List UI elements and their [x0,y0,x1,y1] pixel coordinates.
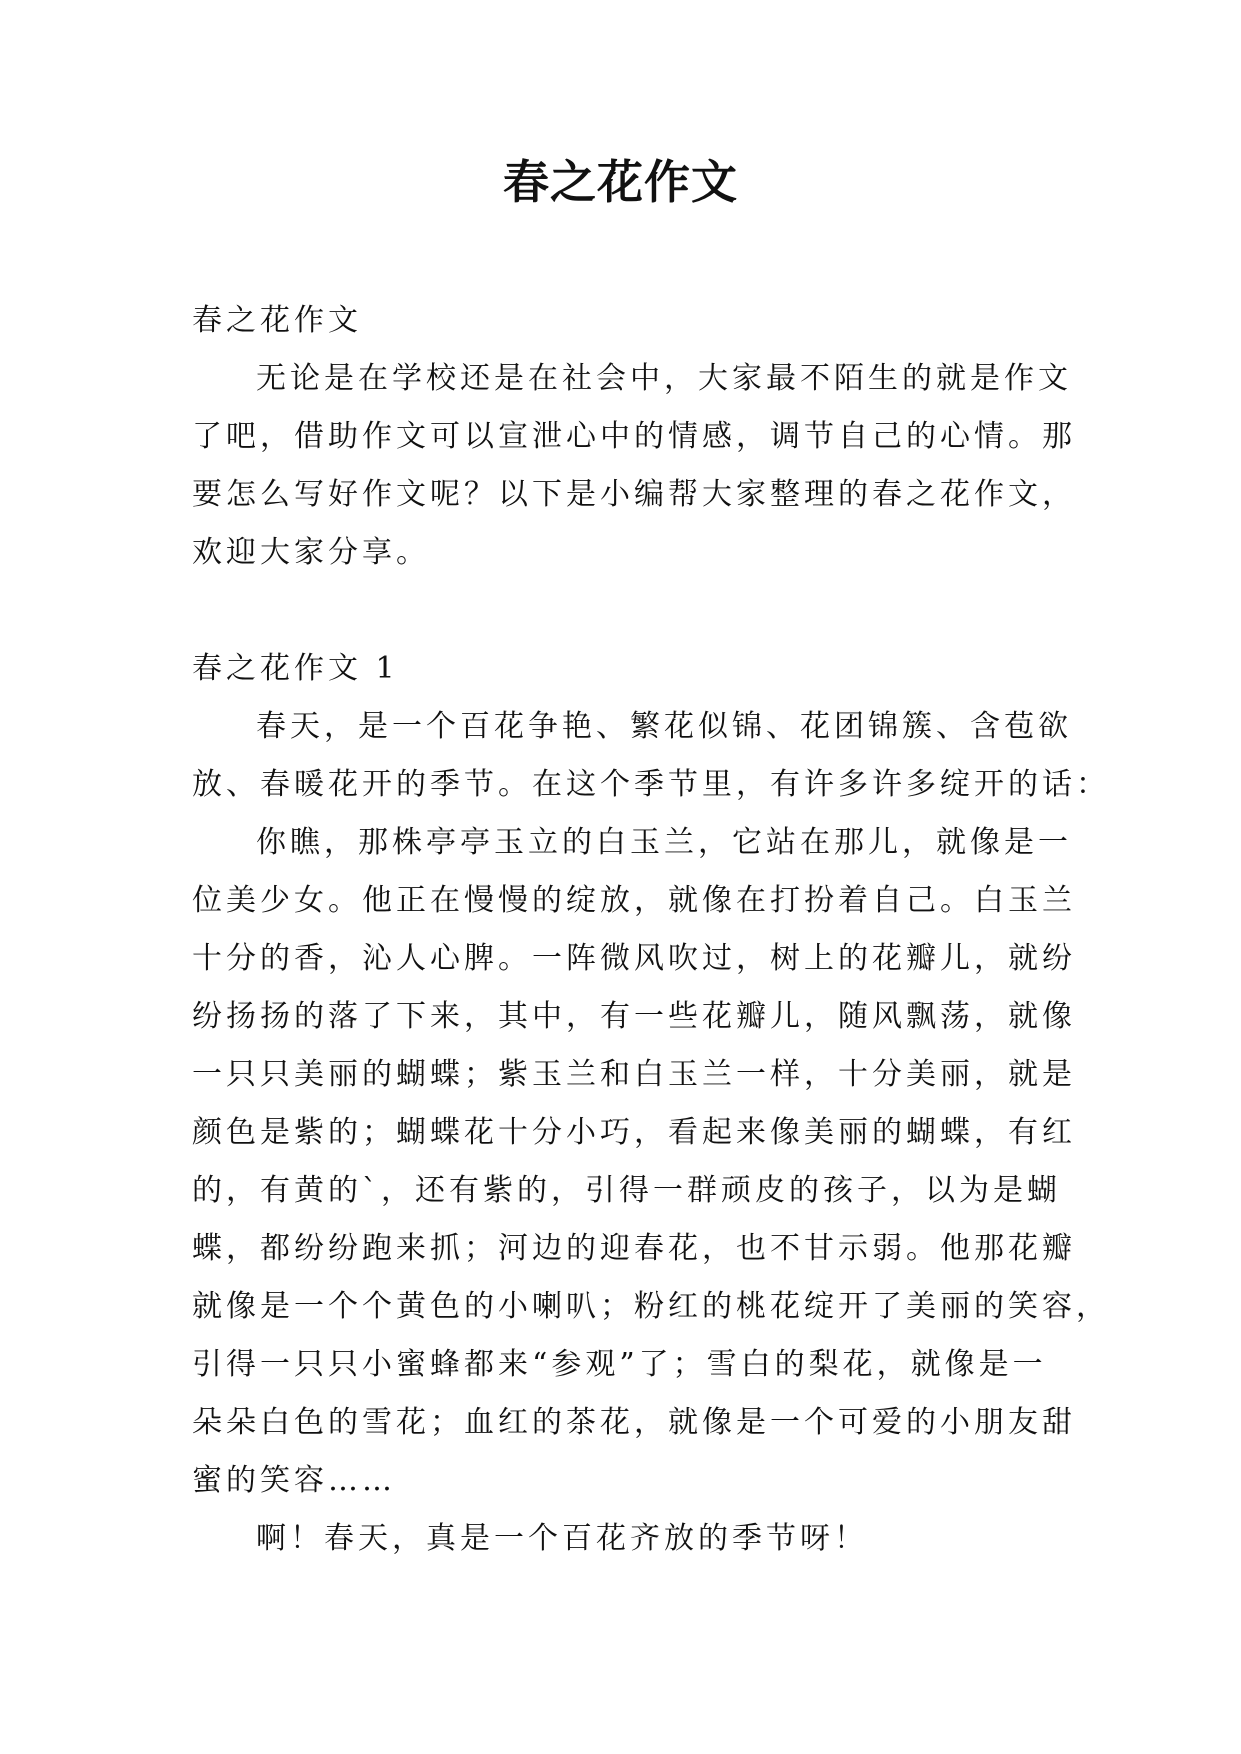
para2-line-12: 蜜的笑容…… [192,1463,396,1498]
para2-line-4: 纷扬扬的落了下来，其中，有一些花瓣儿，随风飘荡，就像 [192,999,1076,1034]
intro-line-2: 了吧，借助作文可以宣泄心中的情感，调节自己的心情。那 [192,419,1076,454]
para1-line-1: 春天，是一个百花争艳、繁花似锦、花团锦簇、含苞欲 [256,709,1072,744]
essay-section-1 [192,640,1110,1568]
para2-line-3: 十分的香，沁人心脾。一阵微风吹过，树上的花瓣儿，就纷 [192,941,1076,976]
para2-line-1: 你瞧，那株亭亭玉立的白玉兰，它站在那儿，就像是一 [256,825,1072,860]
para2-line-8: 蝶，都纷纷跑来抓；河边的迎春花，也不甘示弱。他那花瓣 [192,1231,1076,1266]
intro-line-1: 无论是在学校还是在社会中，大家最不陌生的就是作文 [256,361,1072,396]
para2-line-6: 颜色是紫的；蝴蝶花十分小巧，看起来像美丽的蝴蝶，有红 [192,1115,1076,1150]
para2-line-2: 位美少女。他正在慢慢的绽放，就像在打扮着自己。白玉兰 [192,883,1076,918]
para1-line-2: 放、春暖花开的季节。在这个季节里，有许多许多绽开的话： [192,767,1110,802]
intro-line-4: 欢迎大家分享。 [192,535,430,570]
para3-line-1: 啊！春天，真是一个百花齐放的季节呀！ [256,1521,868,1556]
para2-line-5: 一只只美丽的蝴蝶；紫玉兰和白玉兰一样，十分美丽，就是 [192,1057,1076,1092]
para2-line-7: 的，有黄的`，还有紫的，引得一群顽皮的孩子，以为是蝴 [192,1173,1061,1208]
intro-line-3: 要怎么写好作文呢？以下是小编帮大家整理的春之花作文， [192,477,1076,512]
para2-line-9: 就像是一个个黄色的小喇叭；粉红的桃花绽开了美丽的笑容， [192,1289,1110,1324]
intro-section [192,292,1076,582]
para2-line-10: 引得一只只小蜜蜂都来“参观”了；雪白的梨花，就像是一 [192,1347,1047,1382]
para2-line-11: 朵朵白色的雪花；血红的茶花，就像是一个可爱的小朋友甜 [192,1405,1076,1440]
intro-heading: 春之花作文 [192,303,362,338]
section-1-heading: 春之花作文 1 [192,651,399,686]
document-title: 春之花作文 [503,155,738,209]
